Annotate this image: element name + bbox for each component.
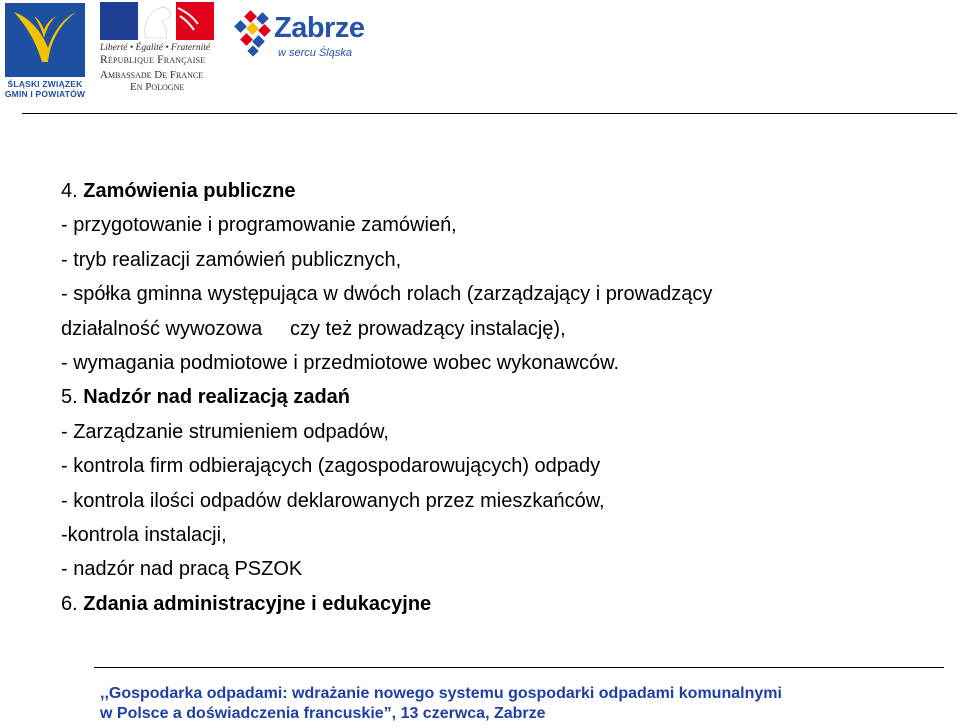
section-5-title: Nadzór nad realizacją zadań	[83, 386, 351, 409]
section-6-title: Zdania administracyjne i edukacyjne	[83, 592, 432, 615]
list-item: działalność wywozowa czy też prowadzący instalację),	[61, 317, 566, 340]
header-divider	[22, 113, 957, 114]
french-embassy-logo	[98, 2, 220, 96]
france-embassy-line1: Ambassade De France	[100, 69, 204, 81]
france-motto: Liberté • Égalité • Fraternité	[100, 43, 211, 53]
zabrze-heart-icon	[232, 10, 276, 58]
section-4-title: Zamówienia publiczne	[83, 180, 296, 202]
list-item: - wymagania podmiotowe i przedmiotowe wobec wykonawców.	[61, 351, 620, 374]
silesian-logo-caption	[4, 79, 86, 99]
zabrze-logo	[232, 10, 365, 70]
slide-content	[61, 174, 951, 621]
list-item: - tryb realizacji zamówień publicznych,	[61, 248, 402, 271]
list-item: - spółka gminna występująca w dwóch rolach (zarządzający i prowadzący	[61, 283, 713, 306]
section-6-heading	[61, 587, 951, 621]
list-item: - kontrola ilości odpadów deklarowanych przez mieszkańców,	[61, 489, 605, 512]
marianne-emblem-icon	[98, 2, 218, 42]
footer-line2: w Polsce a doświadczenia francuskie”, 13 czerwca, Zabrze	[100, 705, 546, 722]
list-item: - nadzór nad pracą PSZOK	[61, 558, 303, 581]
zabrze-name: Zabrze	[274, 12, 365, 44]
section-5-number: 5.	[61, 386, 84, 409]
silesian-caption-line2: GMIN I POWIATÓW	[4, 89, 86, 99]
footer-divider	[94, 667, 944, 668]
france-embassy-line2: En Pologne	[130, 81, 185, 93]
footer	[100, 684, 960, 724]
footer-line1: ,,Gospodarka odpadami: wdrażanie nowego systemu gospodarki odpadami komunalnymi	[100, 685, 782, 702]
list-item: - przygotowanie i programowanie zamówień,	[61, 214, 457, 237]
zabrze-tagline: w sercu Śląska	[278, 47, 352, 59]
france-embassy	[100, 69, 220, 93]
section-4-number: 4.	[61, 180, 84, 202]
list-item: - Zarządzanie strumieniem odpadów,	[61, 420, 389, 443]
list-item: -kontrola instalacji,	[61, 523, 227, 546]
section-5-heading	[61, 380, 951, 414]
silesian-emblem-icon	[4, 2, 86, 78]
section-4-heading	[61, 174, 951, 208]
section-6-number: 6.	[61, 592, 84, 615]
list-item: - kontrola firm odbierających (zagospodarowujących) odpady	[61, 455, 601, 478]
france-republic: République Française	[100, 54, 206, 66]
silesian-caption-line1: ŚLĄSKI ZWIĄZEK	[7, 79, 83, 89]
silesian-association-logo	[4, 2, 86, 102]
